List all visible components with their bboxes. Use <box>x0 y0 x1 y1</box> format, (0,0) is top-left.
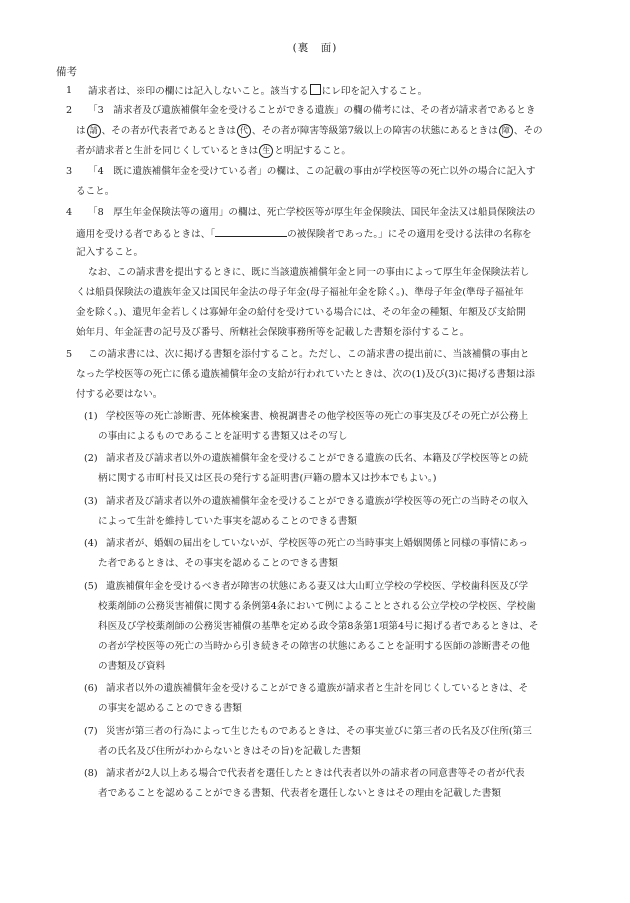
subitem-5-line-5: の書類及び資料 <box>98 661 166 672</box>
subitem-5-line-1: 遺族補償年金を受けるべき者が障害の状態にある妻又は大山町立学校の学校医、学校歯科医及び学 <box>106 581 529 592</box>
item-2-text-a: は <box>76 125 86 137</box>
subitem-number-4: (4) <box>84 538 98 549</box>
item-number-4: 4 <box>66 207 73 218</box>
item-2-text-e: 者が請求者と生計を同じくしているときは <box>76 145 259 157</box>
subitem-number-3: (3) <box>84 496 98 507</box>
item-5-line-3: 付する必要はない。 <box>76 389 163 400</box>
item-3-line-2: ること。 <box>76 186 115 197</box>
subitem-number-1: (1) <box>84 411 98 422</box>
item-2-text-d: 、その <box>513 125 543 137</box>
subitem-number-2: (2) <box>84 453 98 464</box>
item-2-line-3 <box>76 144 351 159</box>
item-4-para-2-line-4: 始年月、年金証書の記号及び番号、所轄社会保険事務所等を記載した書類を添付すること。 <box>76 327 470 338</box>
subitem-6-line-1: 請求者以外の遺族補償年金を受けることができる遺族が請求者と生計を同じくしているときは、そ <box>106 683 529 694</box>
item-number-2: 2 <box>66 105 73 116</box>
item-4-line-2 <box>76 226 532 242</box>
subitem-number-7: (7) <box>84 726 98 737</box>
item-2-text-b: 、その者が代表者であるときは <box>101 125 236 137</box>
circled-sho-mark: 障 <box>499 124 513 138</box>
item-5-line-1: この請求書には、次に掲げる書類を添付すること。ただし、この請求書の提出前に、当該補償の事由と <box>88 349 530 360</box>
subitem-1-line-1: 学校医等の死亡診断書、死体検案書、検視調書その他学校医等の死亡の事実及びその死亡が公務上 <box>106 411 529 422</box>
circled-sei-mark: 生 <box>259 144 273 158</box>
item-4-para-2-line-3: 金を除く。)、遺児年金若しくは寡婦年金の給付を受けている場合には、その年金の種類、年額及び支給開 <box>76 307 526 318</box>
item-1-text-a: 請求者は、※印の欄には記入しないこと。該当する <box>88 86 309 97</box>
subitem-4-line-1: 請求者が、婚姻の届出をしていないが、学校医等の死亡の当時事実上婚姻関係と同様の事情にあっ <box>106 538 529 549</box>
subitem-6-line-2: の事実を認めることのできる書類 <box>98 703 242 714</box>
subitem-7-line-1: 災害が第三者の行為によって生じたものであるときは、その事実並びに第三者の氏名及び住所(第三 <box>106 726 532 737</box>
item-2-text-c: 、その者が障害等級第7級以上の障害の状態にあるときは <box>251 125 498 137</box>
subitem-2-line-2: 柄に関する市町村長又は区長の発行する証明書(戸籍の謄本又は抄本でもよい。) <box>98 473 437 484</box>
page-side-header: (裏 面) <box>292 42 338 54</box>
subitem-8-line-1: 請求者が2人以上ある場合で代表者を選任したときは代表者以外の請求者の同意書等その者が代表 <box>106 768 525 779</box>
subitem-3-line-2: によって生計を維持していた事実を認めることのできる書類 <box>98 516 358 527</box>
circled-seikyu-mark: 請 <box>87 124 101 138</box>
item-number-3: 3 <box>66 166 73 177</box>
item-2-line-2 <box>76 124 543 139</box>
subitem-number-6: (6) <box>84 683 98 694</box>
item-1-text-b: にレ印を記入すること。 <box>321 86 428 97</box>
item-3-line-1: 「4 既に遺族補償年金を受けている者」の欄は、この記載の事由が学校医等の死亡以外の場合に記入す <box>88 166 536 177</box>
item-4-line-3: 記入すること。 <box>76 247 144 258</box>
subitem-3-line-1: 請求者及び請求者以外の遺族補償年金を受けることができる遺族が学校医等の死亡の当時その収入 <box>106 496 529 507</box>
item-2-line-1: 「3 請求者及び遺族補償年金を受けることができる遺族」の欄の備考には、その者が請求者であるとき <box>88 105 536 116</box>
subitem-4-line-2: た者であるときは、その事実を認めることのできる書類 <box>98 558 338 569</box>
item-4-para-2-line-1: なお、この請求書を提出するときに、既に当該遺族補償年金と同一の事由によって厚生年金保険法若し <box>88 267 530 278</box>
subitem-5-line-3: 科医及び学校薬剤師の公務災害補償の基準を定める政令第8条第1項第4号に掲げる者であるときは、そ <box>98 621 539 632</box>
item-4-text-b: の被保険者であった。」にその適用を受ける法律の名称を <box>287 229 532 240</box>
item-4-text-a: 適用を受ける者であるときは、「 <box>76 229 216 240</box>
subitem-number-8: (8) <box>84 768 98 779</box>
law-name-blank <box>215 226 287 237</box>
subitem-2-line-1: 請求者及び請求者以外の遺族補償年金を受けることができる遺族の氏名、本籍及び学校医等との続 <box>106 453 529 464</box>
subitem-8-line-2: 者であることを認めることができる書類、代表者を選任しないときはその理由を記載した書類 <box>98 788 501 799</box>
item-1-line-1 <box>88 84 427 99</box>
item-2-text-f: と明記すること。 <box>274 145 352 157</box>
item-number-1: 1 <box>66 85 73 96</box>
remarks-heading: 備考 <box>56 66 77 78</box>
checkbox-symbol <box>310 84 321 95</box>
item-4-line-1: 「8 厚生年金保険法等の適用」の欄は、死亡学校医等が厚生年金保険法、国民年金法又は船員保険法の <box>88 207 536 218</box>
subitem-5-line-4: の者が学校医等の死亡の当時から引き続きその障害の状態にあることを証明する医師の診断書その他 <box>98 641 530 652</box>
subitem-number-5: (5) <box>84 581 98 592</box>
item-5-line-2: なった学校医等の死亡に係る遺族補償年金の支給が行われていたときは、次の(1)及び(3)に掲げる書類は添 <box>76 369 535 380</box>
item-number-5: 5 <box>66 349 73 360</box>
circled-dai-mark: 代 <box>237 124 251 138</box>
item-4-para-2-line-2: くは船員保険法の遺族年金又は国民年金法の母子年金(母子福祉年金を除く。)、準母子年金(準母子福祉年 <box>76 287 524 298</box>
subitem-1-line-2: の事由によるものであることを証明する書類又はその写し <box>98 431 348 442</box>
subitem-7-line-2: 者の氏名及び住所がわからないときはその旨)を記載した書類 <box>98 746 361 757</box>
subitem-5-line-2: 校薬剤師の公務災害補償に関する条例第4条において例によることとされる公立学校の学校医、学校歯 <box>98 601 536 612</box>
